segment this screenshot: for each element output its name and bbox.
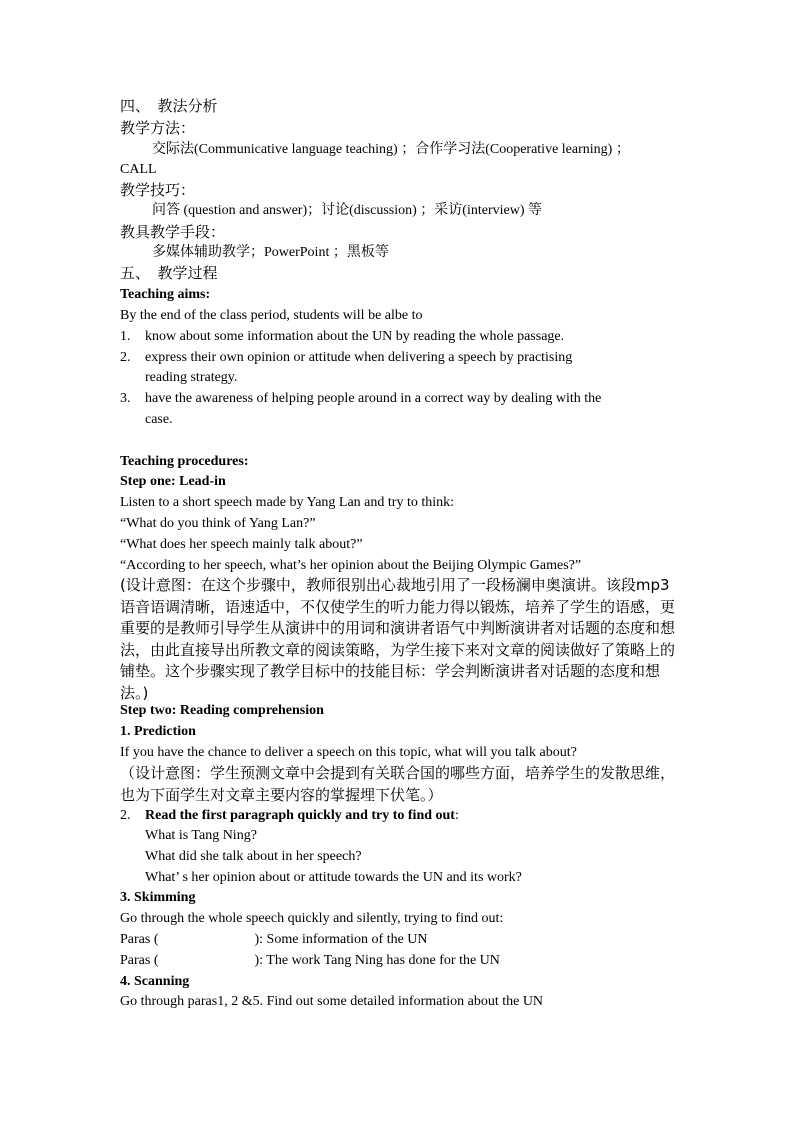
scanning-title: 4. Scanning — [120, 974, 190, 989]
first-paragraph-title: Read the first paragraph quickly and try to find out — [145, 808, 455, 823]
aim-item: have the awareness of helping people around in a correct way by dealing with the — [145, 391, 602, 406]
step-two-title: Step two: Reading comprehension — [120, 703, 324, 718]
first-paragraph-question: What did she talk about in her speech? — [145, 849, 362, 864]
step-one-intro: Listen to a short speech made by Yang Lan and try to think: — [120, 495, 454, 510]
section-4-heading: 四、 教法分析 — [120, 97, 218, 115]
teaching-methods-label: 教学方法： — [120, 119, 196, 137]
aim-number: 1. — [120, 329, 131, 344]
skimming-row-label: Paras ( — [120, 953, 159, 968]
aim-item-continued: reading strategy. — [145, 370, 238, 385]
lead-in-question: “What do you think of Yang Lan?” — [120, 516, 316, 531]
skimming-row-text: ): The work Tang Ning has done for the UN — [254, 953, 500, 968]
first-paragraph-task — [145, 806, 459, 826]
aim-number: 3. — [120, 391, 131, 406]
step-one-design-note: (设计意图：在这个步骤中，教师很别出心裁地引用了一段杨澜申奥演讲。该段mp3 语音语调清晰，语速适中，不仅使学生的听力能力得以锻炼，培养了学生的语感，更重要的是教师引导学生从演讲中的用词和演讲者语气中判断演讲者对话题的态度和想法，由此直接导出所教文章的阅读策略，为学生接下来对文章的阅读做好了策略上的铺垫。这个步骤实现了教学目标中的技能目标：学会判断演讲者对话题的态度和想法。) — [120, 576, 676, 702]
section-5-heading: 五、 教学过程 — [120, 264, 218, 282]
skimming-row — [120, 951, 500, 971]
skimming-row-label: Paras ( — [120, 932, 159, 947]
prediction-design-note: （设计意图：学生预测文章中会提到有关联合国的哪些方面，培养学生的发散思维，也为下面学生对文章主要内容的掌握埋下伏笔。） — [120, 764, 676, 804]
teaching-tools-label: 教具教学手段： — [120, 223, 226, 241]
prediction-title: 1. Prediction — [120, 724, 196, 739]
first-paragraph-question: What is Tang Ning? — [145, 828, 257, 843]
aim-number: 2. — [120, 350, 131, 365]
teaching-methods-continued: CALL — [120, 162, 157, 177]
teaching-skills-label: 教学技巧： — [120, 181, 196, 199]
step-one-title: Step one: Lead-in — [120, 474, 226, 489]
skimming-row-text: ): Some information of the UN — [254, 932, 428, 947]
teaching-skills-text: 问答 (question and answer)；讨论(discussion) ；采访(interview) 等 — [152, 203, 542, 218]
first-paragraph-question: What’ s her opinion about or attitude towards the UN and its work? — [145, 870, 522, 885]
skimming-title: 3. Skimming — [120, 890, 196, 905]
teaching-aims-title: Teaching aims: — [120, 287, 211, 302]
teaching-tools-text: 多媒体辅助教学；PowerPoint ；黑板等 — [152, 245, 389, 260]
aim-item: express their own opinion or attitude when delivering a speech by practising — [145, 350, 573, 365]
first-paragraph-number: 2. — [120, 808, 131, 823]
aim-item: know about some information about the UN by reading the whole passage. — [145, 329, 565, 344]
lead-in-question: “What does her speech mainly talk about?” — [120, 537, 363, 552]
first-paragraph-colon: : — [454, 808, 459, 823]
lead-in-question: “According to her speech, what’s her opinion about the Beijing Olympic Games?” — [120, 558, 582, 573]
scanning-intro: Go through paras1, 2 &5. Find out some detailed information about the UN — [120, 994, 544, 1009]
skimming-row — [120, 930, 428, 950]
teaching-procedures-title: Teaching procedures: — [120, 454, 249, 469]
teaching-methods-text: 交际法(Communicative language teaching) ；合作学习法(Cooperative learning) ； — [152, 142, 630, 157]
teaching-aims-intro: By the end of the class period, students will be albe to — [120, 308, 423, 323]
prediction-question: If you have the chance to deliver a speech on this topic, what will you talk about? — [120, 745, 577, 760]
skimming-intro: Go through the whole speech quickly and silently, trying to find out: — [120, 911, 504, 926]
aim-item-continued: case. — [145, 412, 173, 427]
